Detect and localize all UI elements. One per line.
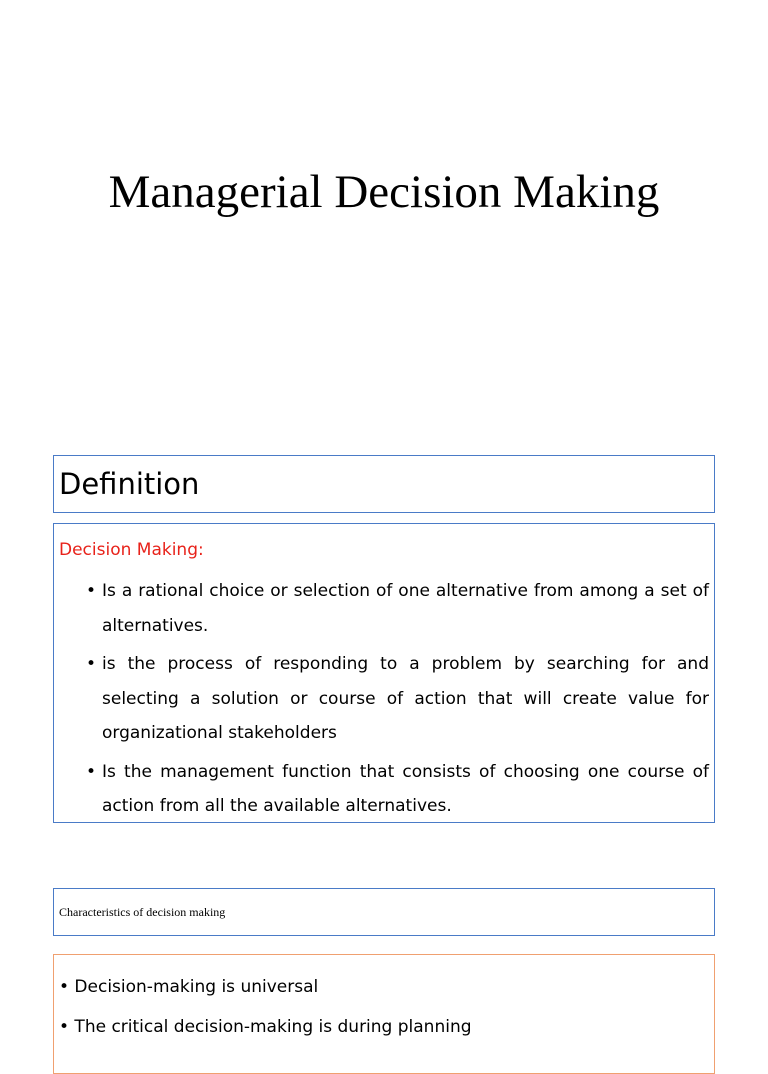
definition-list [86,574,709,828]
list-item-text: Is the management function that consists of choosing one course of action from all the available alternatives. [102,761,709,816]
characteristics-heading-box [53,888,715,936]
list-item [86,647,709,751]
bullet-icon: • [86,581,97,601]
page-title: Managerial Decision Making [108,166,660,218]
list-item [86,574,709,643]
list-item-text: Is a rational choice or selection of one alternative from among a set of alternatives. [102,581,709,636]
definition-heading: Definition [59,467,200,501]
list-item: • The critical decision-making is during planning [59,1017,472,1037]
definition-heading-box [53,455,715,513]
list-item [86,755,709,824]
definition-box [53,523,715,823]
list-item: • Decision-making is universal [59,977,319,997]
definition-term: Decision Making: [59,540,204,560]
bullet-icon: • [86,761,97,782]
list-item-text: is the process of responding to a problem by searching for and selecting a solution or course of action that will create value for organizational stakeholders [102,654,709,743]
characteristics-heading: Characteristics of decision making [59,905,226,919]
characteristics-box [53,954,715,1074]
bullet-icon: • [86,654,97,674]
characteristics-list [59,967,472,1047]
